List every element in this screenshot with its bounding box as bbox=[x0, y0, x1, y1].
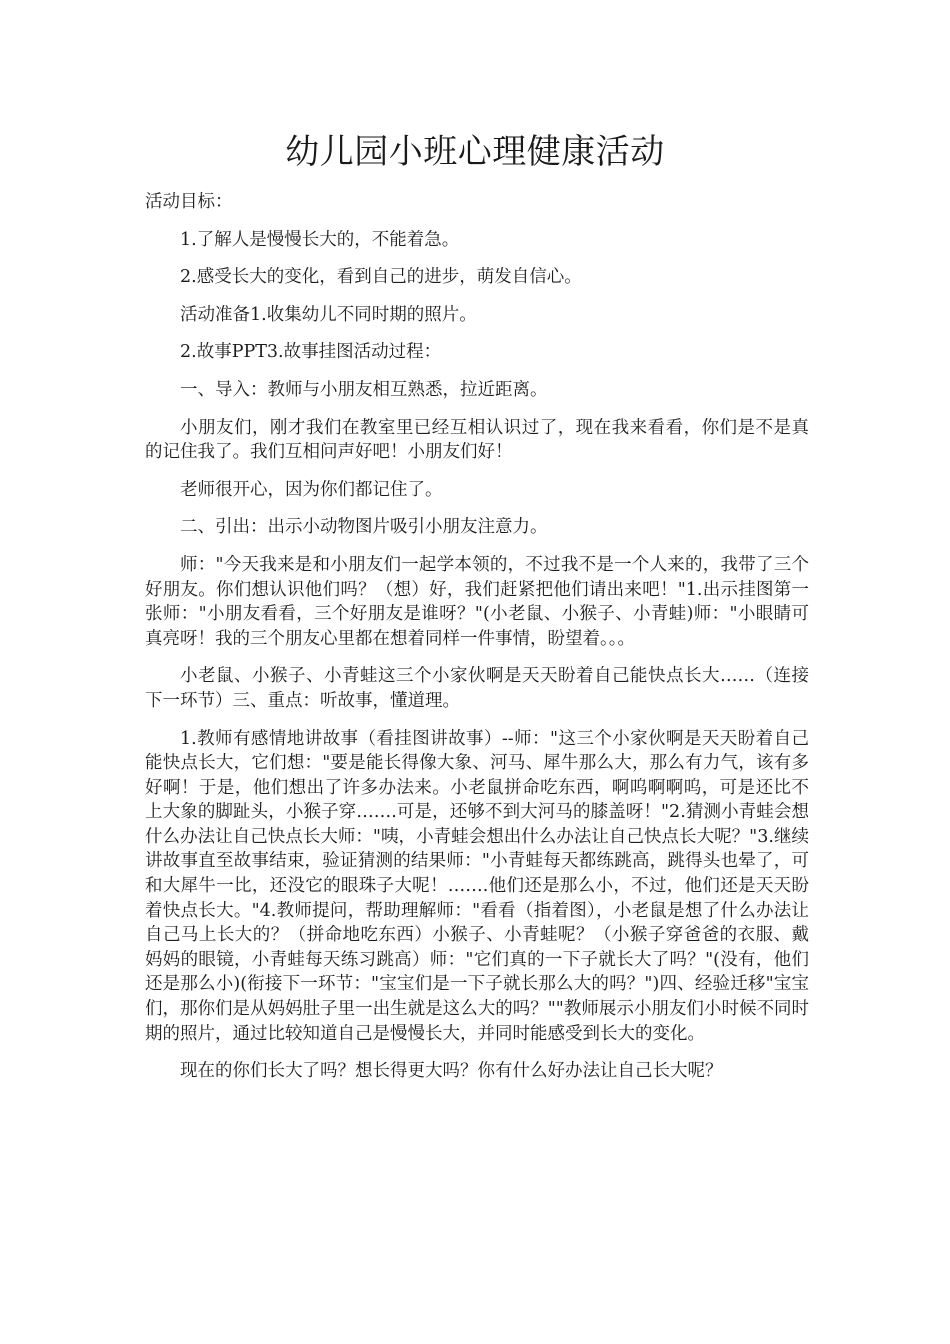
paragraph: 1.了解人是慢慢长大的，不能着急。 bbox=[180, 229, 460, 250]
paragraph: 2.故事PPT3.故事挂图活动过程： bbox=[180, 342, 442, 363]
paragraph: 师："今天我来是和小朋友们一起学本领的，不过我不是一个人来的，我带了三个好朋友。你们想认识他们吗？（想）好，我们赶紧把他们请出来吧！"1.出示挂图第一张师："小朋友看看，三个好朋友是谁呀？"(小老鼠、小猴子、小青蛙)师："小眼睛可真亮呀！我的三个朋友心里都在想着同样一件事情，盼望着。。。 bbox=[145, 554, 809, 649]
paragraph: 2.感受长大的变化，看到自己的进步，萌发自信心。 bbox=[180, 267, 582, 288]
paragraph-activity-goals: 活动目标： bbox=[145, 192, 233, 212]
paragraph: 一、导入：教师与小朋友相互熟悉，拉近距离。 bbox=[180, 379, 548, 400]
paragraph: 活动准备1.收集幼儿不同时期的照片。 bbox=[180, 304, 477, 325]
paragraph: 二、引出：出示小动物图片吸引小朋友注意力。 bbox=[180, 517, 548, 538]
paragraph: 小朋友们，刚才我们在教室里已经互相认识过了，现在我来看看，你们是不是真的记住我了。我们互相问声好吧！小朋友们好！ bbox=[145, 417, 809, 463]
document-title: 幼儿园小班心理健康活动 bbox=[285, 132, 665, 172]
paragraph: 现在的你们长大了吗？想长得更大吗？你有什么好办法让自己长大呢？ bbox=[180, 1061, 723, 1082]
paragraph: 老师很开心，因为你们都记住了。 bbox=[180, 479, 443, 500]
paragraph: 小老鼠、小猴子、小青蛙这三个小家伙啊是天天盼着自己能快点长大……（连接下一环节）三、重点：听故事，懂道理。 bbox=[145, 666, 809, 711]
paragraph: 1.教师有感情地讲故事（看挂图讲故事）--师："这三个小家伙啊是天天盼着自己能快点长大，它们想："要是能长得像大象、河马、犀牛那么大，那么有力气，该有多好啊！于是，他们想出了许多办法来。小老鼠拼命吃东西，啊呜啊啊呜，可是还比不上大象的脚趾头，小猴子穿…….可是，还够不到大河马的膝盖呀！"2.猜测小青蛙会想什么办法让自己快点长大师："咦，小青蛙会想出什么办法让自己快点长大呢？"3.继续讲故事直至故事结束，验证猜测的结果师："小青蛙每天都练跳高，跳得头也晕了，可和大犀牛一比，还没它的眼珠子大呢！…….他们还是那么小，不过，他们还是天天盼着快点长大。"4.教师提问，帮助理解师："看看（指着图），小老鼠是想了什么办法让自己马上长大的？（拼命地吃东西）小猴子、小青蛙呢？（小猴子穿爸爸的衣服、戴妈妈的眼镜，小青蛙每天练习跳高）师："它们真的一下子就长大了吗？"(没有，他们还是那么小)(衔接下一环节："宝宝们是一下子就长那么大的吗？")四、经验迁移"宝宝们，那你们是从妈妈肚子里一出生就是这么大的吗？""教师展示小朋友们小时候不同时期的照片，通过比较知道自己是慢慢长大，并同时能感受到长大的变化。 bbox=[145, 728, 809, 1044]
document-body bbox=[145, 190, 809, 1097]
